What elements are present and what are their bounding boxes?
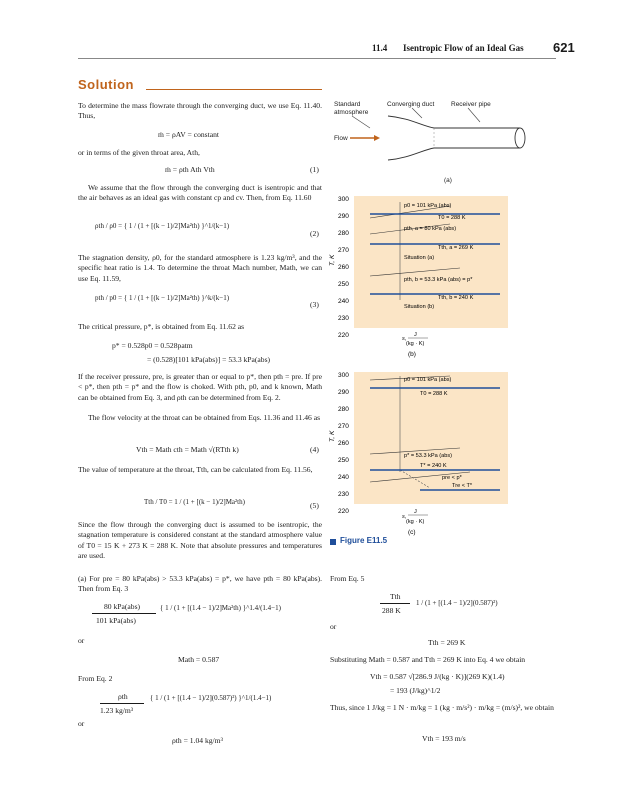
svg-text:220: 220 — [338, 332, 349, 339]
equation: Vth = 0.587 √[286.9 J/(kg · K)](269 K)(1.4) — [370, 672, 505, 681]
equation: ρth / ρ0 = { 1 / (1 + [(k − 1)/2]Ma²th) }^1/(k−1) — [95, 222, 230, 230]
fraction-numerator: ρth — [118, 692, 128, 701]
s-units-num: J — [414, 509, 417, 515]
figure-c-ts-diagram — [330, 366, 560, 538]
fraction-bar — [100, 703, 144, 704]
s-label: s, — [402, 514, 407, 520]
annotation: T* = 240 K — [420, 463, 447, 469]
svg-text:240: 240 — [338, 298, 349, 305]
s-label: s, — [402, 336, 407, 342]
svg-text:280: 280 — [338, 406, 349, 413]
paragraph: Thus, since 1 J/kg = 1 N · m/kg = 1 (kg · m/s²) · m/kg = (m/s)², we obtain — [330, 703, 554, 712]
connector-text: or — [78, 636, 85, 645]
annotation: p0 = 101 kPa (abs) — [404, 203, 452, 209]
svg-text:250: 250 — [338, 281, 349, 288]
svg-text:270: 270 — [338, 247, 349, 254]
paragraph: Substituting Math = 0.587 and Tth = 269 K into Eq. 4 we obtain — [330, 655, 526, 664]
fig-label: atmosphere — [334, 109, 369, 116]
annotation: pre < p* — [442, 475, 462, 481]
s-units-num: J — [414, 332, 417, 338]
equation: p* = 0.528p0 = 0.528patm — [112, 341, 193, 350]
running-title: Isentropic Flow of an Ideal Gas — [403, 43, 524, 53]
equation-number: (2) — [310, 229, 319, 238]
equation: = (0.528)[101 kPa(abs)] = 53.3 kPa(abs) — [147, 355, 271, 364]
fraction-denominator: 288 K — [382, 606, 401, 615]
paragraph: or in terms of the given throat area, Ath, — [78, 148, 200, 157]
s-units-den: (kg · K) — [406, 519, 425, 525]
paragraph: The flow velocity at the throat can be obtained from Eqs. 11.36 and 11.46 as — [88, 413, 321, 422]
fraction-numerator: 80 kPa(abs) — [104, 602, 141, 611]
c-ticks — [338, 372, 349, 515]
equation: Tth / T0 = 1 / (1 + [(k − 1)/2]Ma²th) — [144, 498, 245, 506]
annotation: pth, a = 80 kPa (abs) — [404, 226, 457, 232]
equation: Vth = Math cth = Math √(RTth k) — [136, 445, 239, 454]
fraction-denominator: 1.23 kg/m³ — [100, 706, 134, 715]
paragraph: (a) For pre = 80 kPa(abs) > 53.3 kPa(abs) = p*, we have pth = 80 kPa(abs). Then from Eq. 3 — [78, 574, 322, 594]
equation: ρth = 1.04 kg/m³ — [172, 736, 223, 745]
annotation: pth, b = 53.3 kPa (abs) = p* — [404, 277, 473, 283]
s-units-den: (kg · K) — [406, 341, 425, 347]
equation: { 1 / (1 + [(1.4 − 1)/2](0.587)²) }^1/(1.4−1) — [150, 694, 272, 702]
svg-text:290: 290 — [338, 213, 349, 220]
svg-text:290: 290 — [338, 389, 349, 396]
equation-number: (3) — [310, 300, 319, 309]
annotation: Situation (b) — [404, 304, 435, 310]
figure-c-caption: (c) — [408, 529, 416, 536]
fig-label: Receiver pipe — [451, 101, 491, 108]
fraction-numerator: Tth — [390, 592, 401, 601]
svg-text:280: 280 — [338, 230, 349, 237]
annotation: Tth, a = 269 K — [438, 245, 474, 251]
figure-a-caption: (a) — [444, 177, 452, 184]
equation: = 193 (J/kg)^1/2 — [390, 686, 441, 695]
equation: ṁ = ρAV = constant — [158, 130, 220, 139]
paragraph: If the receiver pressure, pre, is greater than or equal to p*, then pth = pre. If pre < p*, then pth = p* and the flow is choked. With pth, p0, and k known, Math can be obtained from Eq. 3, and ρth can be determined from Eq. 2. — [78, 372, 322, 402]
equation-number: (5) — [310, 501, 319, 510]
svg-text:230: 230 — [338, 491, 349, 498]
fig-label: Converging duct — [387, 101, 435, 108]
paragraph: The value of temperature at the throat, Tth, can be calculated from Eq. 11.56, — [78, 465, 313, 474]
fraction-bar — [380, 603, 410, 604]
svg-text:260: 260 — [338, 264, 349, 271]
annotation: Tth, b = 240 K — [438, 295, 474, 301]
fraction-denominator: 101 kPa(abs) — [96, 616, 136, 625]
equation: Tth = 269 K — [428, 638, 466, 647]
svg-text:260: 260 — [338, 440, 349, 447]
connector-text: or — [330, 622, 337, 631]
connector-text: From Eq. 5 — [330, 574, 365, 583]
annotation: T0 = 288 K — [420, 391, 448, 397]
svg-text:230: 230 — [338, 315, 349, 322]
figure-b-ts-diagram — [330, 190, 560, 360]
annotation: p* = 53.3 kPa (abs) — [404, 453, 453, 459]
svg-text:300: 300 — [338, 196, 349, 203]
svg-text:270: 270 — [338, 423, 349, 430]
fraction-bar — [92, 613, 156, 614]
b-ticks — [338, 196, 349, 339]
annotation: T0 = 288 K — [438, 215, 466, 221]
annotation: p0 = 101 kPa (abs) — [404, 377, 452, 383]
equation: pth / p0 = { 1 / (1 + [(k − 1)/2]Ma²th) }^k/(k−1) — [95, 294, 230, 302]
solution-rule — [146, 89, 322, 90]
flow-label: Flow — [334, 135, 348, 142]
annotation: Tre < T* — [452, 483, 473, 489]
svg-text:240: 240 — [338, 474, 349, 481]
figure-a-duct — [330, 98, 560, 188]
connector-text: or — [78, 719, 85, 728]
figure-caption: Figure E11.5 — [340, 536, 388, 545]
svg-text:250: 250 — [338, 457, 349, 464]
equation: Vth = 193 m/s — [422, 734, 466, 743]
equation: { 1 / (1 + [(1.4 − 1)/2]Ma²th) }^1.4/(1.4−1) — [160, 604, 281, 612]
paragraph: To determine the mass flowrate through the converging duct, we use Eq. 11.40. Thus, — [78, 101, 322, 121]
fig-label: Standard — [334, 101, 361, 108]
svg-text:300: 300 — [338, 372, 349, 379]
equation: Math = 0.587 — [178, 655, 220, 664]
figure-b-caption: (b) — [408, 351, 416, 358]
equation: ṁ = ρth Ath Vth — [165, 165, 215, 174]
connector-text: From Eq. 2 — [78, 674, 113, 683]
paragraph: The stagnation density, ρ0, for the standard atmosphere is 1.23 kg/m³, and the specific heat ratio is 1.4. To determine the throat Mach number, Math, we can use Eq. 11.59, — [78, 253, 322, 283]
equation: 1 / (1 + [(1.4 − 1)/2](0.587)²) — [416, 599, 498, 607]
equation-number: (1) — [310, 165, 319, 174]
axis-label: T, K — [329, 430, 336, 442]
caption-marker — [330, 539, 336, 545]
paragraph: We assume that the flow through the converging duct is isentropic and that the air behaves as an ideal gas with constant cp and cv. Then, from Eq. 11.60 — [78, 183, 322, 203]
section-number: 11.4 — [372, 43, 388, 53]
axis-label: T, K — [329, 254, 336, 266]
solution-heading: Solution — [78, 77, 134, 92]
paragraph: Since the flow through the converging duct is assumed to be isentropic, the stagnation temperature is considered constant at the standard atmosphere value of T0 = 15 K + 273 K = 288 K. Note that absolute pressures and temperatures are used. — [78, 520, 322, 561]
svg-text:220: 220 — [338, 508, 349, 515]
equation-number: (4) — [310, 445, 319, 454]
annotation: Situation (a) — [404, 255, 435, 261]
header-rule — [78, 58, 556, 59]
paragraph: The critical pressure, p*, is obtained from Eq. 11.62 as — [78, 322, 245, 331]
page-number: 621 — [553, 40, 575, 55]
